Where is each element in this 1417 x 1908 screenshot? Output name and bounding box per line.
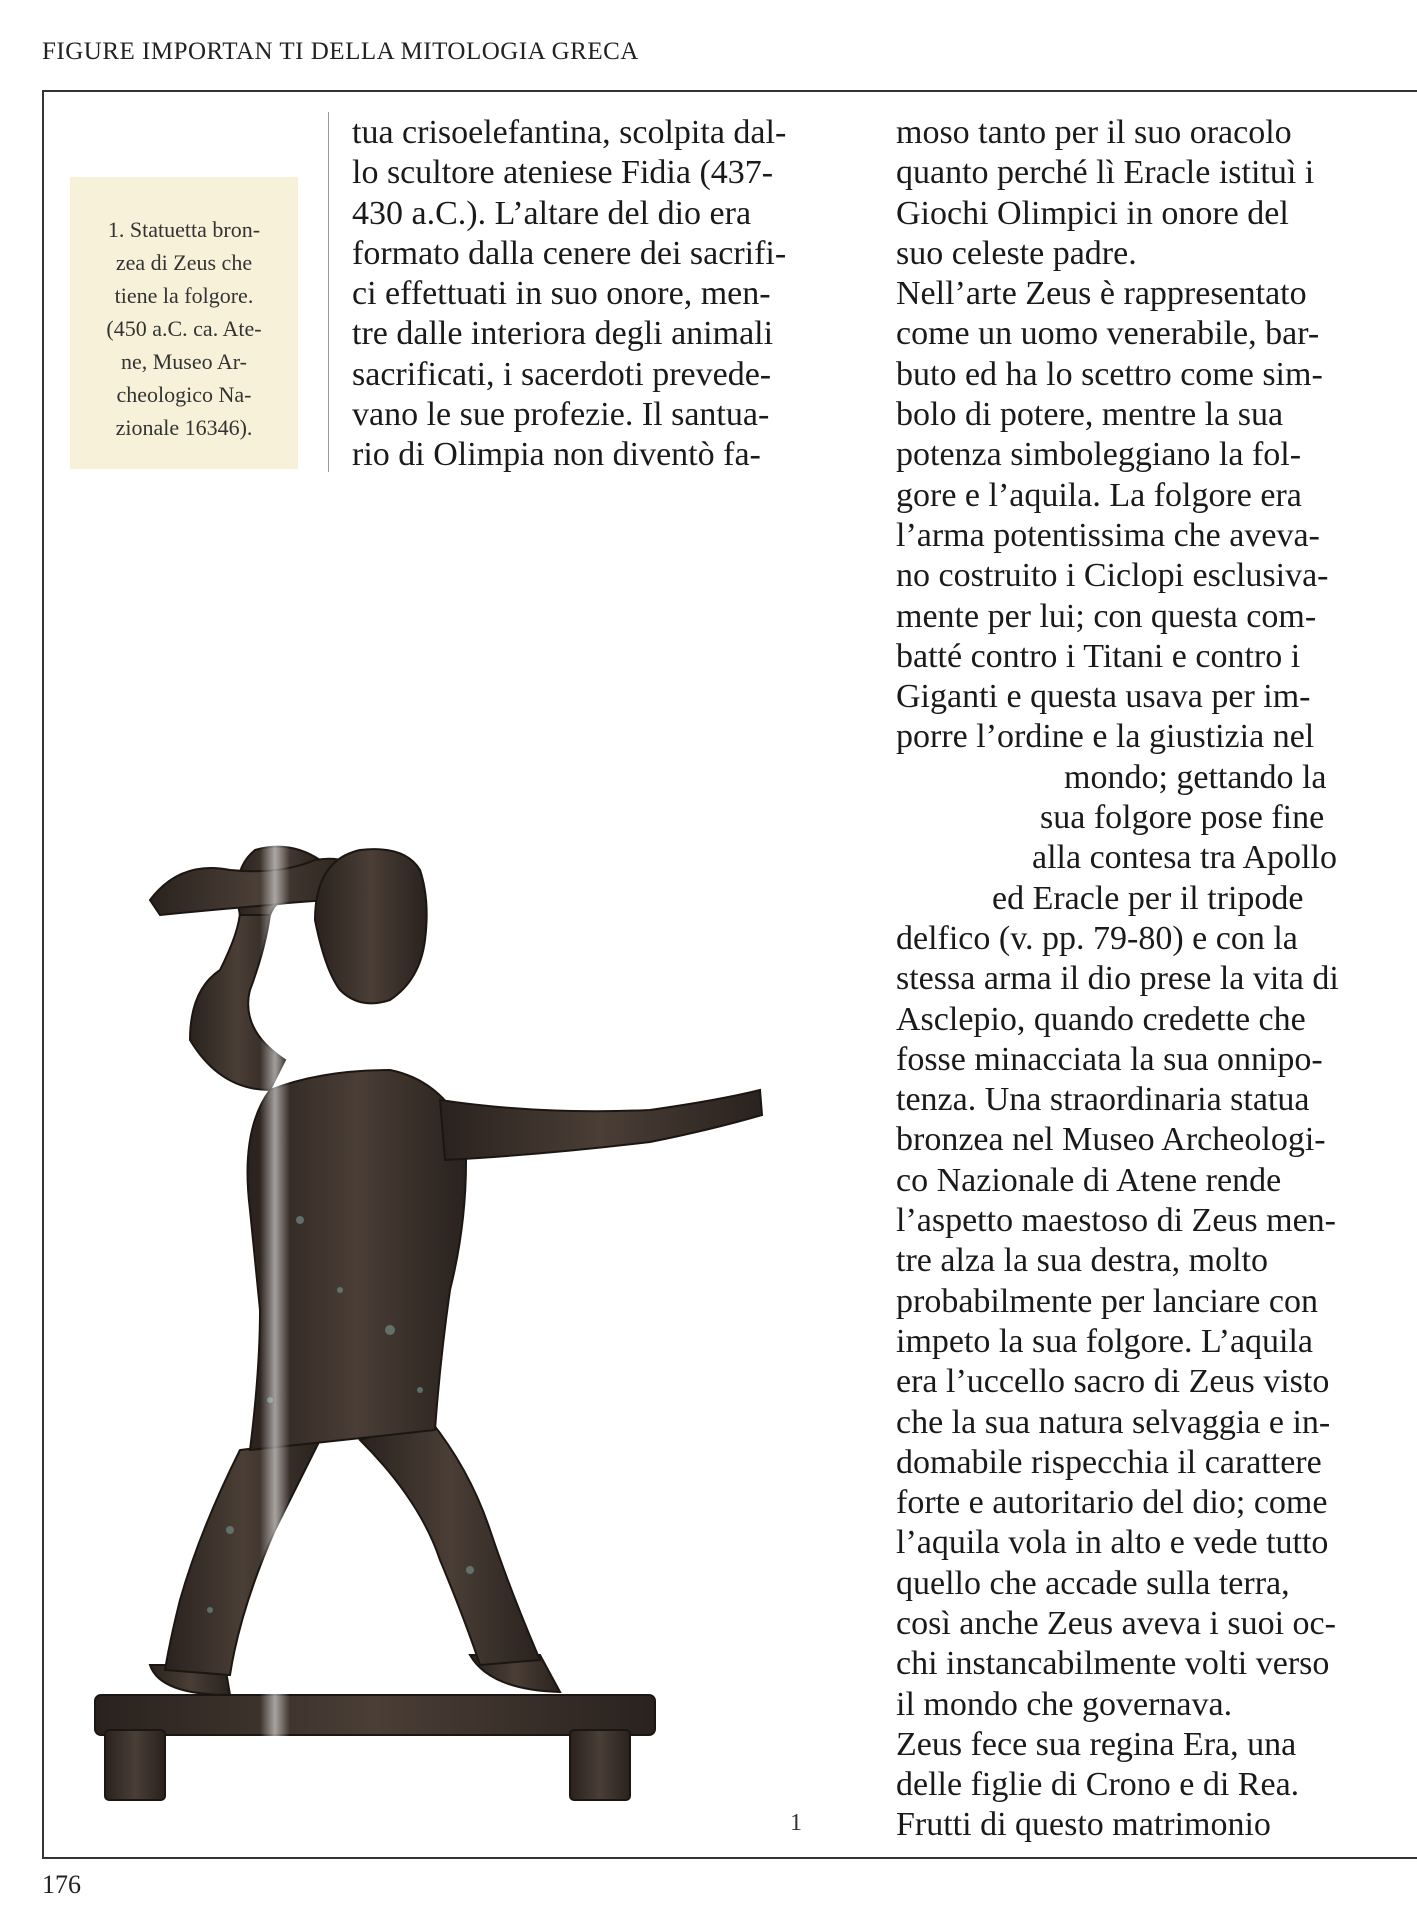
text-line: mondo; gettando la — [1064, 758, 1327, 796]
text-line: quanto perché lì Eracle istituì i — [896, 154, 1315, 192]
frame-left-rule — [42, 90, 44, 1857]
text-line: moso tanto per il suo oracolo — [896, 114, 1292, 151]
caption-line: ne, Museo Ar- — [120, 349, 248, 374]
text-line: formato dalla cenere dei sacrifi- — [352, 234, 787, 272]
text-line: sacrificati, i sacerdoti prevede- — [352, 355, 772, 393]
caption-line: 1. Statuetta bron- — [107, 217, 261, 242]
text-line: no costruito i Ciclopi esclusiva- — [896, 557, 1329, 595]
frame-top-rule — [42, 90, 1417, 92]
text-line: fosse minacciata la sua onnipo- — [896, 1040, 1323, 1078]
text-line: ci effettuati in suo onore, men- — [352, 275, 771, 313]
text-line: domabile rispecchia il carattere — [896, 1443, 1322, 1481]
text-line: il mondo che governava. — [896, 1685, 1233, 1723]
caption-line: tiene la folgore. — [114, 283, 254, 308]
text-line: Giochi Olimpici in onore del — [896, 194, 1289, 232]
text-line: l’aspetto maestoso di Zeus men- — [896, 1202, 1337, 1240]
page-number: 176 — [42, 1870, 81, 1899]
caption-line: (450 a.C. ca. Ate- — [106, 316, 262, 341]
text-line: era l’uccello sacro di Zeus visto — [896, 1363, 1330, 1401]
text-line: alla contesa tra Apollo — [1032, 839, 1337, 877]
text-line: così anche Zeus aveva i suoi oc- — [896, 1604, 1336, 1642]
text-line: gore e l’aquila. La folgore era — [896, 476, 1302, 514]
text-line: quello che accade sulla terra, — [896, 1564, 1290, 1602]
zeus-statuette-illustration — [90, 570, 790, 1840]
text-line: suo celeste padre. — [896, 234, 1137, 272]
text-line: ed Eracle per il tripode — [992, 879, 1304, 917]
text-line: Zeus fece sua regina Era, una — [896, 1725, 1297, 1763]
running-head: FIGURE IMPORTAN TI DELLA MITOLOGIA GRECA — [42, 38, 639, 65]
text-line: mente per lui; con questa com- — [896, 597, 1317, 635]
text-line: delfico (v. pp. 79-80) e con la — [896, 919, 1298, 957]
text-line: Asclepio, quando credette che — [896, 1000, 1306, 1038]
text-line: bronzea nel Museo Archeologi- — [896, 1121, 1326, 1159]
text-line: che la sua natura selvaggia e in- — [896, 1403, 1331, 1441]
caption-line: cheologico Na- — [116, 382, 252, 407]
figure-number: 1 — [790, 1810, 802, 1836]
text-line: stessa arma il dio prese la vita di — [896, 960, 1339, 998]
text-line: tua crisoelefantina, scolpita dal- — [352, 114, 787, 151]
column-rule — [328, 112, 329, 472]
text-line: come un uomo venerabile, bar- — [896, 315, 1320, 353]
figure-caption — [70, 177, 298, 469]
text-line: potenza simboleggiano la fol- — [896, 436, 1302, 474]
body-column-left — [352, 113, 830, 476]
text-line: buto ed ha lo scettro come sim- — [896, 355, 1323, 393]
text-line: porre l’ordine e la giustizia nel — [896, 718, 1315, 756]
text-line: l’arma potentissima che aveva- — [896, 516, 1320, 554]
text-line: probabilmente per lanciare con — [896, 1282, 1318, 1320]
text-line: Frutti di questo matrimonio — [896, 1806, 1271, 1844]
text-line: chi instancabilmente volti verso — [896, 1645, 1330, 1683]
text-line: tenza. Una straordinaria statua — [896, 1081, 1310, 1119]
text-line: vano le sue profezie. Il santua- — [352, 396, 770, 434]
text-line: forte e autoritario del dio; come — [896, 1484, 1328, 1522]
text-line: lo scultore ateniese Fidia (437- — [352, 154, 774, 192]
text-line: tre alza la sua destra, molto — [896, 1242, 1268, 1280]
text-line: delle figlie di Crono e di Rea. — [896, 1766, 1300, 1804]
frame-bottom-rule — [42, 1857, 1417, 1859]
text-line: Nell’arte Zeus è rappresentato — [896, 275, 1307, 313]
text-line: impeto la sua folgore. L’aquila — [896, 1322, 1314, 1360]
text-line: sua folgore pose fine — [1040, 799, 1325, 837]
body-column-right — [896, 113, 1368, 1846]
caption-line: zionale 16346). — [115, 415, 253, 440]
text-line: batté contro i Titani e contro i — [896, 637, 1301, 675]
text-line: tre dalle interiora degli animali — [352, 315, 774, 353]
text-line: rio di Olimpia non diventò fa- — [352, 436, 761, 474]
text-line: co Nazionale di Atene rende — [896, 1161, 1282, 1199]
zeus-statuette-figure — [90, 570, 790, 1840]
caption-line: zea di Zeus che — [115, 250, 253, 275]
text-line: bolo di potere, mentre la sua — [896, 396, 1284, 434]
text-line: Giganti e questa usava per im- — [896, 678, 1311, 716]
text-line: l’aquila vola in alto e vede tutto — [896, 1524, 1329, 1562]
text-line: 430 a.C.). L’altare del dio era — [352, 194, 752, 232]
